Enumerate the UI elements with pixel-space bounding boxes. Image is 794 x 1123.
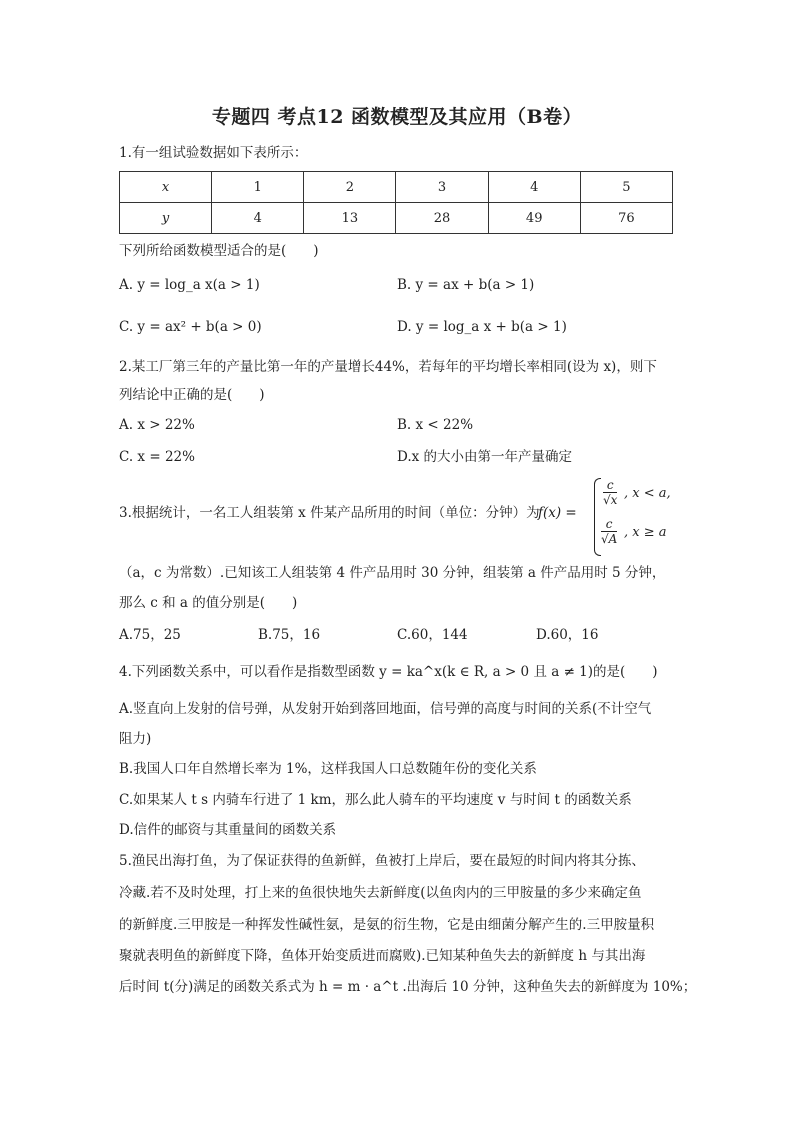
q3-option-c: C.60，144 bbox=[397, 627, 468, 643]
table-cell: 13 bbox=[304, 203, 396, 234]
q1-option-d: D. y = log_a x + b(a > 1) bbox=[397, 319, 567, 335]
q3-case1-cond: , x < a, bbox=[624, 486, 671, 501]
q5-line2: 冷藏.若不及时处理，打上来的鱼很快地失去新鲜度(以鱼肉内的三甲胺量的多少来确定鱼 bbox=[119, 885, 642, 901]
q5-line3: 的新鲜度.三甲胺是一种挥发性碱性氨，是氨的衍生物，它是由细菌分解产生的.三甲胺量积 bbox=[119, 917, 655, 933]
q3-case1-num: c bbox=[603, 478, 617, 493]
table-row bbox=[120, 203, 673, 234]
q4-option-a-line2: 阻力) bbox=[119, 731, 152, 747]
table-row bbox=[120, 172, 673, 203]
q3-option-b: B.75，16 bbox=[258, 627, 321, 643]
q1-ask: 下列所给函数模型适合的是( ) bbox=[119, 243, 319, 259]
q4-option-b: B.我国人口年自然增长率为 1%，这样我国人口总数随年份的变化关系 bbox=[119, 761, 537, 777]
table-cell: 49 bbox=[488, 203, 580, 234]
table-cell: y bbox=[120, 203, 212, 234]
page-title: 专题四 考点12 函数模型及其应用（B卷） bbox=[211, 106, 583, 128]
table-cell: x bbox=[120, 172, 212, 203]
q3-case2-den-wrap bbox=[601, 532, 617, 546]
q3-case1-den-wrap bbox=[603, 493, 617, 507]
q4-option-c: C.如果某人 t s 内骑车行进了 1 km，那么此人骑车的平均速度 v 与时间 t 的函数关系 bbox=[119, 792, 632, 808]
q4-option-a-line1: A.竖直向上发射的信号弹，从发射开始到落回地面，信号弹的高度与时间的关系(不计空气 bbox=[119, 701, 652, 717]
q2-option-b: B. x < 22% bbox=[397, 417, 474, 433]
q2-option-a: A. x > 22% bbox=[119, 417, 195, 433]
q4-option-d: D.信件的邮资与其重量间的函数关系 bbox=[119, 822, 337, 838]
q1-stem: 1.有一组试验数据如下表所示： bbox=[119, 145, 308, 161]
table-cell: 1 bbox=[212, 172, 304, 203]
sqrt-icon: √ bbox=[601, 532, 609, 546]
q3-line2: （a，c 为常数）.已知该工人组装第 4 件产品用时 30 分钟，组装第 a 件产品用时 5 分钟， bbox=[119, 565, 666, 581]
q2-line2: 列结论中正确的是( ) bbox=[119, 387, 265, 403]
q2-line1: 2.某工厂第三年的产量比第一年的产量增长44%，若每年的平均增长率相同(设为 x)，则下 bbox=[119, 359, 657, 375]
q5-line1: 5.渔民出海打鱼，为了保证获得的鱼新鲜，鱼被打上岸后，要在最短的时间内将其分拣、 bbox=[119, 853, 645, 869]
q3-case2-fraction bbox=[601, 517, 617, 546]
q3-line1: 3.根据统计，一名工人组装第 x 件某产品所用的时间（单位：分钟）为 bbox=[119, 505, 540, 521]
table-cell: 5 bbox=[580, 172, 672, 203]
q2-option-c: C. x = 22% bbox=[119, 449, 195, 465]
piecewise-brace bbox=[594, 478, 601, 556]
q3-case2-den: A bbox=[608, 532, 618, 546]
q3-case1-fraction bbox=[603, 478, 617, 507]
q3-option-d: D.60，16 bbox=[536, 627, 599, 643]
q3-option-a: A.75，25 bbox=[119, 627, 181, 643]
q4-stem: 4.下列函数关系中，可以看作是指数型函数 y = ka^x(k ∈ R, a > 0 且 a ≠ 1)的是( ) bbox=[119, 664, 658, 680]
table-cell: 2 bbox=[304, 172, 396, 203]
q3-line3: 那么 c 和 a 的值分别是( ) bbox=[119, 595, 298, 611]
q5-line5: 后时间 t(分)满足的函数关系式为 h = m · a^t .出海后 10 分钟，这种鱼失去的新鲜度为 10%； bbox=[119, 979, 697, 995]
q3-case1-den: x bbox=[610, 493, 618, 507]
q3-case2-num: c bbox=[601, 517, 617, 532]
q3-fx-label: f(x) = bbox=[538, 505, 577, 521]
table-cell: 76 bbox=[580, 203, 672, 234]
table-cell: 4 bbox=[488, 172, 580, 203]
q1-option-b: B. y = ax + b(a > 1) bbox=[397, 277, 535, 293]
sqrt-icon: √ bbox=[603, 493, 611, 507]
q1-option-c: C. y = ax² + b(a > 0) bbox=[119, 319, 262, 335]
q3-case2-cond: , x ≥ a bbox=[624, 525, 667, 540]
table-cell: 4 bbox=[212, 203, 304, 234]
q5-line4: 聚就表明鱼的新鲜度下降，鱼体开始变质进而腐败).已知某种鱼失去的新鲜度 h 与其出海 bbox=[119, 948, 646, 964]
q1-data-table bbox=[119, 171, 673, 234]
q2-option-d: D.x 的大小由第一年产量确定 bbox=[397, 449, 573, 465]
q1-option-a: A. y = log_a x(a > 1) bbox=[119, 277, 260, 293]
table-cell: 28 bbox=[396, 203, 488, 234]
table-cell: 3 bbox=[396, 172, 488, 203]
